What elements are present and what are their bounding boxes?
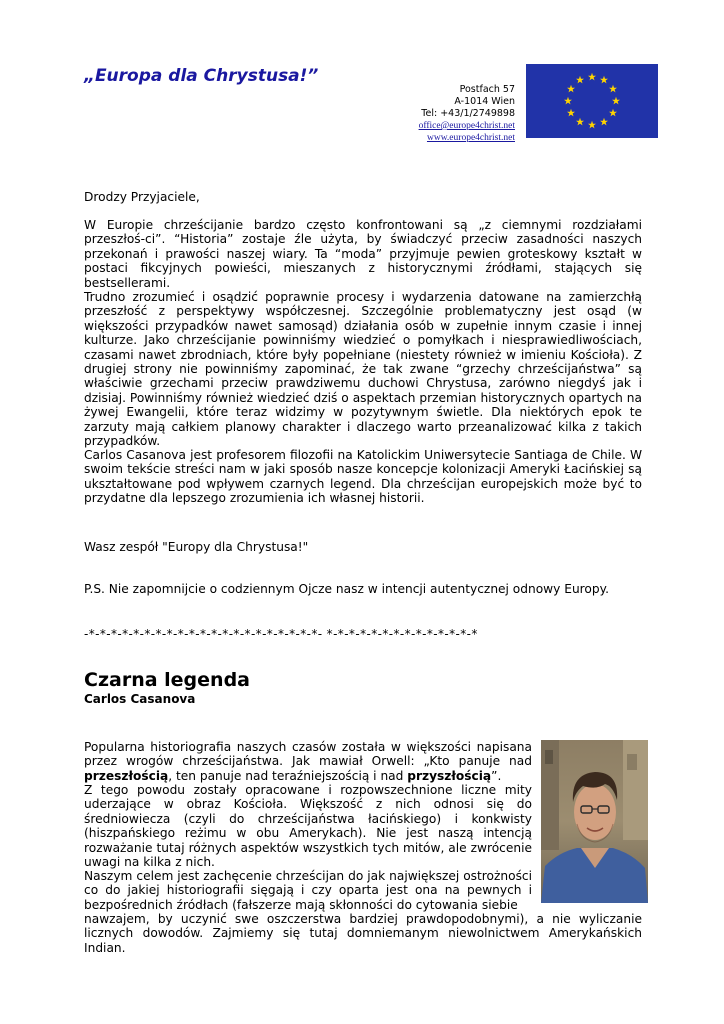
- text-run: Popularna historiografia naszych czasów została w większości napisana przez wrogów chrześcijaństwa. Jak mawiał Orwell: „Kto panuje nad: [84, 740, 532, 769]
- article-paragraph: [84, 740, 532, 783]
- article-paragraph: nawzajem, by uczynić swe oszczerstwa bardziej prawdopodobnymi), a nie wyliczanie licznych dowodów. Zajmiemy się tutaj domniemanym niewolnictwem Amerykańskich Indian.: [84, 912, 642, 955]
- address-line: Postfach 57: [459, 84, 515, 95]
- portrait-image: [541, 740, 648, 903]
- greeting: Drodzy Przyjaciele,: [84, 190, 200, 204]
- author-photo: [541, 740, 648, 903]
- website-link[interactable]: www.europe4christ.net: [426, 133, 515, 143]
- signature: Wasz zespół "Europy dla Chrystusa!": [84, 540, 309, 554]
- letter-paragraph: W Europie chrześcijanie bardzo często konfrontowani są „z ciemnymi rozdziałami przeszłoś-ci”. “Historia” zostaje źle użyta, by świadczyć przeciw zasadności naszych przekonań i prawości naszej wiary. Ta “moda” przyjmuje pewien groteskowy kształt w postaci fikcyjnych powieści, mieszanych z historycznymi źródłami, stających się bestsellerami.: [84, 218, 642, 290]
- separator-line: -*-*-*-*-*-*-*-*-*-*-*-*-*-*-*-*-*-*-*-*-*- *-*-*-*-*-*-*-*-*-*-*-*-*-*: [84, 627, 478, 641]
- email-link[interactable]: office@europe4christ.net: [418, 121, 515, 131]
- letter-paragraph: Carlos Casanova jest profesorem filozofii na Katolickim Uniwersytecie Santiaga de Chile. W swoim tekście streści nam w jaki sposób nasze koncepcje kolonizacji Ameryki Łacińskiej są ukształtowane pod wpływem czarnych legend. Dla chrześcijan europejskich może być to przydatne dla lepszego zrozumienia ich własnej historii.: [84, 448, 642, 506]
- eu-flag-logo: [526, 64, 658, 138]
- text-run: ”.: [491, 768, 502, 783]
- article-author: Carlos Casanova: [84, 692, 196, 706]
- emphasis-past: przeszłością: [84, 768, 169, 783]
- text-run: , ten panuje nad teraźniejszością i nad: [168, 768, 408, 783]
- emphasis-future: przyszłością: [407, 768, 492, 783]
- address-block: [419, 84, 515, 144]
- postscript: P.S. Nie zapomnijcie o codziennym Ojcze nasz w intencji autentycznej odnowy Europy.: [84, 582, 609, 596]
- page-title: „Europa dla Chrystusa!”: [84, 66, 319, 86]
- address-line: A-1014 Wien: [454, 96, 515, 107]
- article-paragraph: Naszym celem jest zachęcenie chrześcijan do jak największej ostrożności co do jakiej historiografii sięgają i czy oparta jest ona na pewnych i bezpośrednich źródłach (fałszerze mają skłonności do cytowania siebie: [84, 869, 532, 912]
- article-paragraph: Z tego powodu zostały opracowane i rozpowszechnione liczne mity uderzające w obraz Kościoła. Większość z nich odnosi się do średniowiecza (czyli do chrześcijaństwa łacińskiego) i konkwisty (hiszpańskiego reżimu w obu Amerykach). Nie jest naszą intencją rozważanie tutaj różnych aspektów wszystkich tych mitów, ale zwrócenie uwagi na kilka z nich.: [84, 783, 532, 870]
- letter-paragraph: Trudno zrozumieć i osądzić poprawnie procesy i wydarzenia datowane na zamierzchłą przeszłość z perspektywy współczesnej. Szczególnie problematyczny jest osąd (w większości przypadków nawet samosąd) działania osób w zupełnie innym czasie i innej kulturze. Jako chrześcijanie powinniśmy wiedzieć o pomyłkach i niesprawiedliwościach, czasami nawet zbrodniach, które były popełniane (niestety również w imieniu Kościoła). Z drugiej strony nie powinniśmy zapominać, że tak zwane “grzechy chrześcijaństwa” są właściwie grzechami przeciw prawdziwemu duchowi Chrystusa, zarówno niegdyś jak i dzisiaj. Powinniśmy również wiedzieć dziś o aspektach przemian historycznych opartych na żywej Ewangelii, które teraz widzimy w pozytywnym świetle. Dla niektórych epok te zarzuty mają całkiem planowy charakter i dlaczego warto przeanalizować kilka z takich przypadków.: [84, 290, 642, 449]
- article-title: Czarna legenda: [84, 669, 250, 691]
- phone-line: Tel: +43/1/2749898: [421, 108, 515, 119]
- eu-stars-icon: [526, 64, 658, 138]
